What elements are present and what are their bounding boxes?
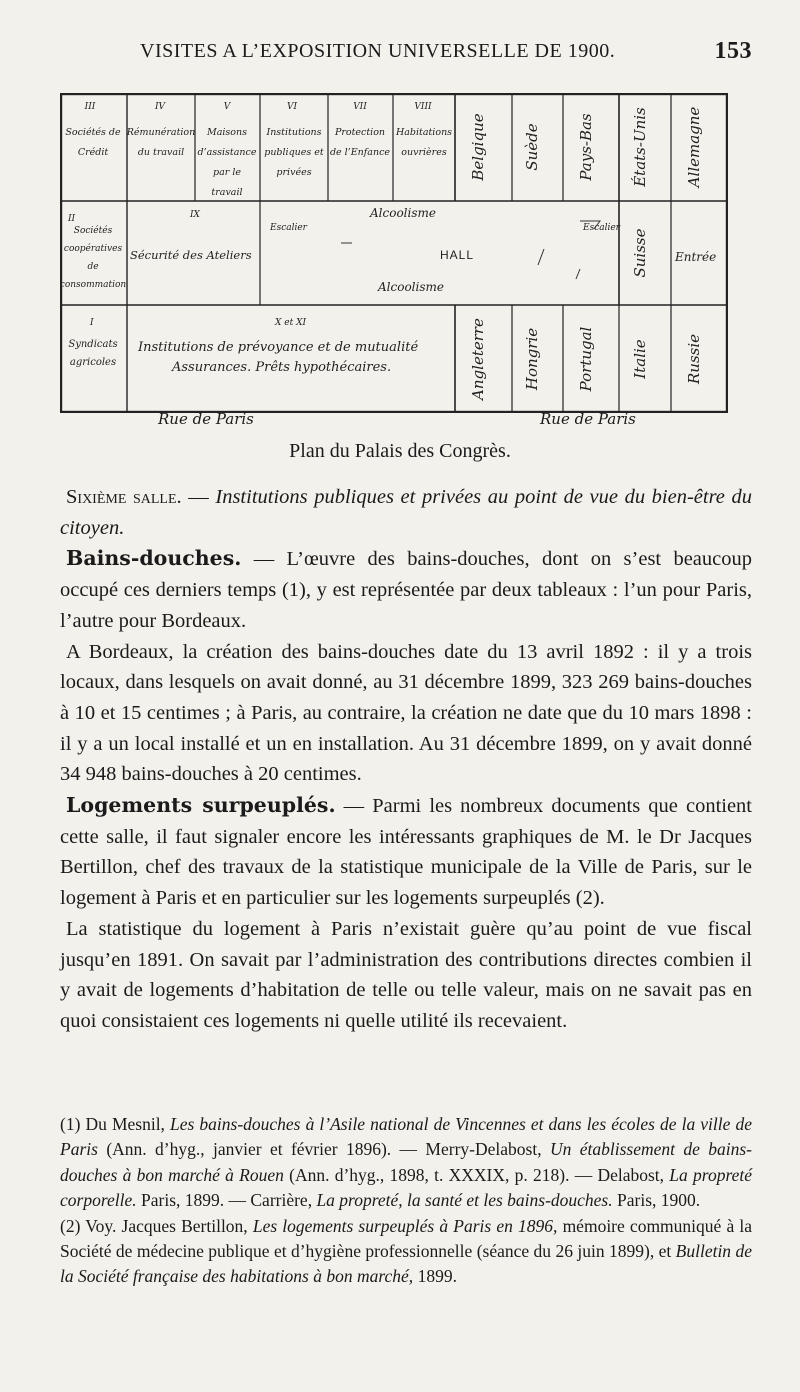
room-label-2-line: Maisons [206, 127, 248, 138]
country-portugal: Portugal [577, 326, 595, 392]
room-label-4-line: Protection [334, 127, 386, 138]
numeral-ii: II [68, 214, 76, 224]
street-label-right: Rue de Paris [540, 410, 636, 428]
bains-douches-title: Bains-douches. [66, 546, 242, 571]
section-heading: Sixième salle. — Institutions publiques et privées au point de vue du bien-être du citoyen. [60, 486, 752, 539]
numeral-vii: VII [353, 102, 367, 112]
country-suède: Suède [523, 123, 541, 171]
running-title: VISITES A L’EXPOSITION UNIVERSELLE DE 1900. [140, 40, 616, 62]
room-label-2-line: par le [213, 167, 241, 178]
country-allemagne: Allemagne [685, 106, 703, 188]
logements-title: Logements surpeuplés. [66, 793, 336, 818]
numeral-vi: VI [286, 102, 298, 112]
numeral-v: V [223, 102, 231, 112]
body-text [60, 482, 752, 1037]
room-label-2-line: d’assistance [197, 147, 257, 158]
numerals-x-xi: X et XI [275, 318, 307, 328]
cooperatives-label-line: Sociétés [73, 226, 113, 236]
paragraph-statistique: La statistique du logement à Paris n’existait guère qu’au point de vue fiscal jusqu’en 1891. On savait par l’administration des contributions directes combien il y avait de logements d’habitation de telle ou telle valeur, mais on ne savait pas en quoi consistaient ces logements ni quelle utilité ils recevaient. [60, 917, 752, 1032]
street-label-left: Rue de Paris [158, 410, 254, 428]
room-label-5-line: Habitations [395, 127, 453, 138]
cooperatives-label-line: consommation [60, 280, 127, 290]
country-suisse: Suisse [631, 228, 649, 278]
country-russie: Russie [685, 333, 703, 385]
section-label: Sixième salle. [66, 486, 182, 508]
row3-left-label [68, 339, 117, 368]
row1-country-labels [469, 107, 703, 190]
paragraph-bains-douches: Bains-douches. — L’œuvre des bains-douches, dont on s’est beaucoup occupé ces derniers temps (1), y est représentée par deux tableaux : l’un pour Paris, l’autre pour Bordeaux. [60, 546, 752, 632]
cooperatives-label-line: coopératives [63, 244, 123, 254]
row1-numerals [84, 102, 432, 112]
securite-ateliers-label: Sécurité des Ateliers [130, 248, 252, 262]
country-italie: Italie [631, 339, 649, 379]
room-label-5-line: ouvrières [401, 147, 447, 158]
numeral-ix: IX [190, 210, 200, 220]
paragraph-bordeaux: A Bordeaux, la création des bains-douches date du 13 avril 1892 : il y a trois locaux, dans lesquels on avait donné, au 31 décembre 1899, 323 269 bains-douches à 10 et 15 centimes ; à Paris, au contraire, la création ne date que du 10 mars 1898 : il y a un local installé et un en installation. Au 31 décembre 1899, on y avait donné 34 948 bains-douches à 20 centimes. [60, 640, 752, 786]
alcoolisme-top-label: Alcoolisme [370, 206, 436, 220]
numeral-iv: IV [154, 102, 166, 112]
section-title: Institutions publiques et privées au point de vue du bien-être du citoyen. [60, 486, 752, 539]
floor-plan-drawing [60, 93, 728, 413]
footnotes [60, 1112, 752, 1290]
numeral-i: I [90, 318, 94, 328]
room-label-1-line: Rémunération [126, 127, 196, 138]
room-label-3-line: Institutions [266, 127, 322, 138]
page-number: 153 [714, 38, 752, 64]
room-label-0-line: Crédit [77, 147, 109, 158]
cooperatives-label-line: de [87, 262, 99, 272]
escalier-right-label: Escalier [583, 223, 620, 233]
room-label-4-line: de l’Enfance [329, 147, 391, 158]
room-label-3-line: privées [276, 167, 312, 178]
syndicats-label-line: agricoles [69, 357, 117, 368]
country-pays-bas: Pays-Bas [577, 113, 595, 181]
row2-left-label [60, 225, 126, 290]
numeral-viii: VIII [414, 102, 432, 112]
row1-room-labels [65, 127, 452, 198]
room-label-2-line: travail [211, 187, 243, 198]
entree-label: Entrée [675, 250, 717, 264]
footnote-2: (2) Voy. Jacques Bertillon, Les logements surpeuplés à Paris en 1896, mémoire communiqué à la Société de médecine publique et d’hygiène professionnelle (séance du 26 juin 1899), et Bulletin de la Société française des habitations à bon marché, 1899. [60, 1215, 752, 1287]
row2-country-label [631, 228, 649, 277]
room-label-0-line: Sociétés de [65, 127, 121, 138]
footnote-1: (1) Du Mesnil, Les bains-douches à l’Asile national de Vincennes et dans les écoles de la ville de Paris (Ann. d’hyg., janvier et février 1896). — Merry-Delabost, Un établissement de bains-douches à bon marché à Rouen (Ann. d’hyg., 1898, t. XXXIX, p. 218). — Delabost, La propreté corporelle. Paris, 1899. — Carrière, La propreté, la santé et les bains-douches. Paris, 1900. [60, 1114, 753, 1211]
prevoyance-label: Institutions de prévoyance et de mutualité [138, 340, 419, 355]
running-head [140, 40, 760, 70]
paragraph-logements: Logements surpeuplés. — Parmi les nombreux documents que contient cette salle, il faut signaler encore les intéressants graphiques de M. le Dr Jacques Bertillon, chef des travaux de la statistique municipale de la Ville de Paris, sur le logement à Paris et en particulier sur les logements surpeuplés (2). [60, 793, 753, 910]
hall-label: HALL [440, 248, 475, 262]
floor-plan [60, 93, 728, 413]
alcoolisme-bottom-label: Alcoolisme [378, 280, 444, 294]
room-label-1-line: du travail [137, 147, 185, 158]
escalier-left-label: Escalier [270, 223, 307, 233]
room-label-3-line: publiques et [264, 147, 324, 158]
syndicats-label-line: Syndicats [68, 339, 118, 350]
country-états-unis: États-Unis [631, 107, 649, 187]
country-hongrie: Hongrie [523, 327, 541, 391]
assurances-label: Assurances. Prêts hypothécaires. [172, 360, 392, 375]
country-belgique: Belgique [469, 113, 487, 181]
country-angleterre: Angleterre [469, 318, 487, 400]
row3-country-labels [469, 318, 703, 402]
plan-caption: Plan du Palais des Congrès. [289, 440, 511, 462]
numeral-iii: III [84, 102, 96, 112]
